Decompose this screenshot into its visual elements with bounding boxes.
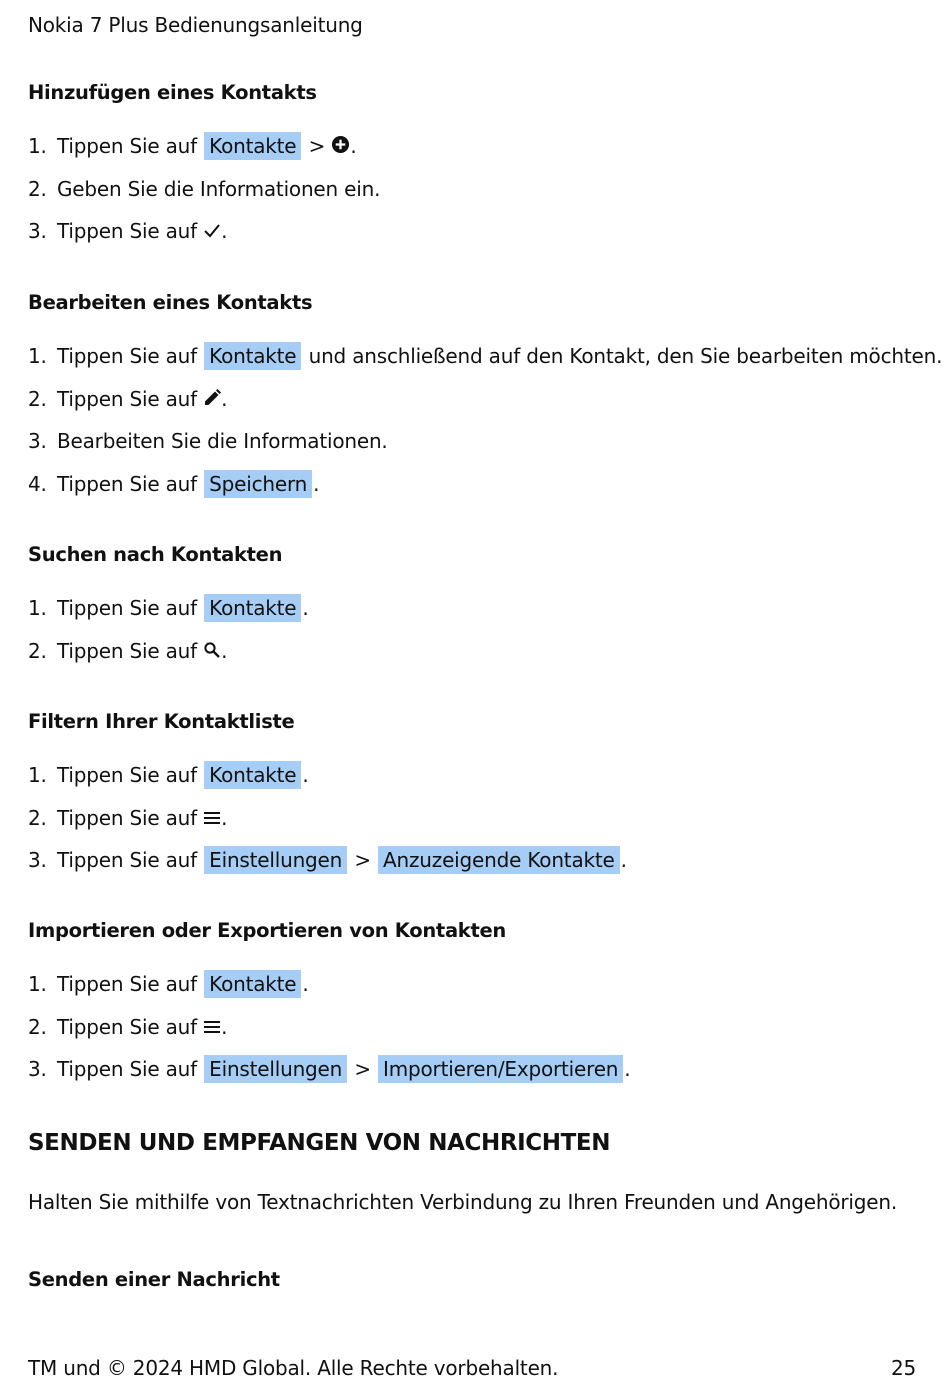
copyright-text: TM und © 2024 HMD Global. Alle Rechte vorbehalten. [28,1356,559,1380]
section-heading: Suchen nach Kontakten [28,543,283,566]
ui-label-contacts: Kontakte [204,132,301,160]
checkmark-icon [203,211,221,254]
menu-icon [203,1007,221,1050]
ui-label-import-export: Importieren/Exportieren [378,1055,623,1083]
pencil-icon [203,379,221,422]
steps-list [28,963,630,1091]
list-item: 1. Tippen Sie auf Kontakte . [28,972,309,996]
menu-icon [203,798,221,841]
section-search-contacts [28,543,309,672]
section-filter-contacts [28,710,627,882]
section-heading: Importieren oder Exportieren von Kontakten [28,919,506,942]
ui-label-contacts: Kontakte [204,970,301,998]
list-item: 2. Geben Sie die Informationen ein. [28,176,381,201]
ui-label-save: Speichern [204,470,312,498]
list-item: 2. Tippen Sie auf . [28,1006,630,1049]
list-item: 3. Tippen Sie auf Einstellungen > Importieren/Exportieren . [28,1057,631,1081]
chapter-title: SENDEN UND EMPFANGEN VON NACHRICHTEN [28,1130,611,1156]
section-heading: Filtern Ihrer Kontaktliste [28,710,295,733]
section-add-contact [28,81,380,253]
list-item: 1. Tippen Sie auf Kontakte > . [28,125,380,168]
steps-list [28,335,942,505]
page-number: 25 [890,1356,916,1380]
list-item: 3. Tippen Sie auf . [28,210,380,253]
list-item: 1. Tippen Sie auf Kontakte . [28,596,309,620]
section-edit-contact [28,291,942,505]
list-item: 2. Tippen Sie auf . [28,630,309,673]
search-icon [203,631,221,674]
list-item: 4. Tippen Sie auf Speichern . [28,471,320,496]
ui-label-contacts-to-display: Anzuzeigende Kontakte [378,846,620,874]
section-heading: Bearbeiten eines Kontakts [28,291,313,314]
steps-list [28,754,627,882]
steps-list [28,125,380,253]
list-item: 2. Tippen Sie auf . [28,797,627,840]
list-item: 3. Tippen Sie auf Einstellungen > Anzuzeigende Kontakte . [28,848,627,872]
page-header: Nokia 7 Plus Bedienungsanleitung [28,13,363,37]
ui-label-settings: Einstellungen [204,846,347,874]
chapter-intro: Halten Sie mithilfe von Textnachrichten Verbindung zu Ihren Freunden und Angehörigen. [28,1190,898,1214]
section-heading-send-message: Senden einer Nachricht [28,1268,280,1291]
list-item: 2. Tippen Sie auf . [28,378,942,421]
ui-label-contacts: Kontakte [204,761,301,789]
list-item: 1. Tippen Sie auf Kontakte und anschließend auf den Kontakt, den Sie bearbeiten möchten. [28,344,943,368]
add-circle-icon [331,126,350,169]
section-import-export-contacts [28,919,630,1091]
section-heading: Hinzufügen eines Kontakts [28,81,317,104]
ui-label-settings: Einstellungen [204,1055,347,1083]
steps-list [28,587,309,672]
ui-label-contacts: Kontakte [204,342,301,370]
page-footer [28,1356,916,1380]
list-item: 3. Bearbeiten Sie die Informationen. [28,429,388,453]
ui-label-contacts: Kontakte [204,594,301,622]
list-item: 1. Tippen Sie auf Kontakte . [28,763,309,787]
